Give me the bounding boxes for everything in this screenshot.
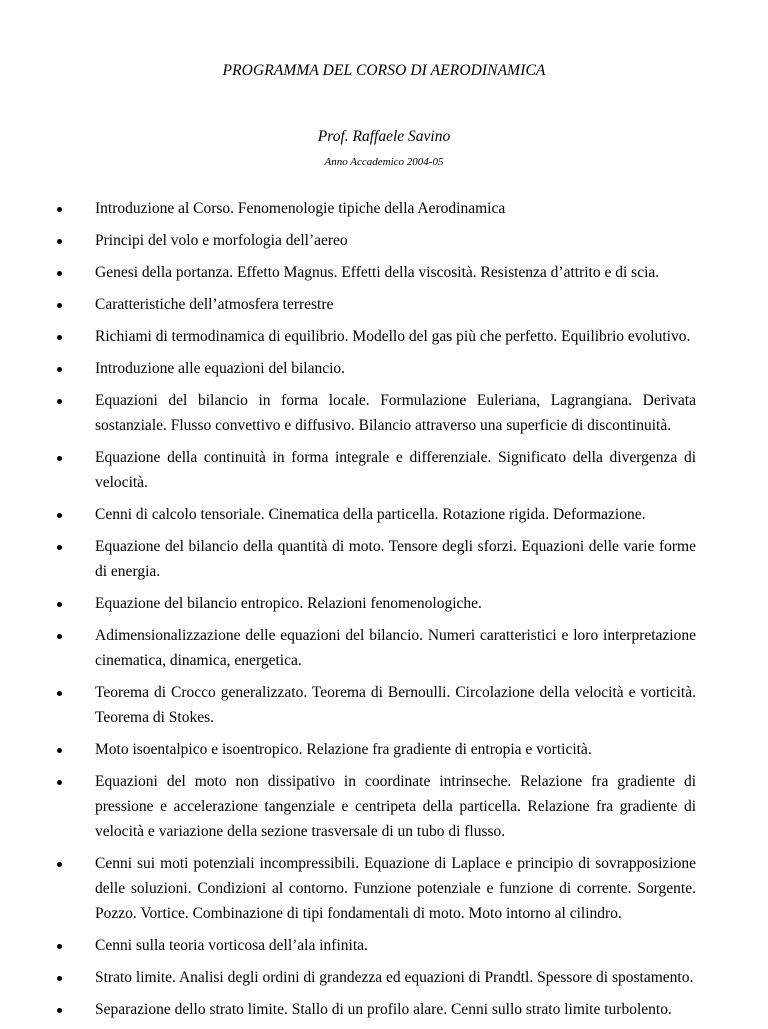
- topic-text: Separazione dello strato limite. Stallo di un profilo alare. Cenni sullo strato limite turbolento.: [95, 1001, 672, 1018]
- list-item: [48, 356, 696, 381]
- topic-text: Introduzione al Corso. Fenomenologie tipiche della Aerodinamica: [95, 200, 506, 217]
- bullet-icon: [57, 367, 62, 372]
- bullet-icon: [57, 634, 62, 639]
- list-item: [48, 196, 696, 221]
- list-item: [48, 502, 696, 527]
- topic-text: Principi del volo e morfologia dell’aereo: [95, 232, 348, 249]
- topic-text: Adimensionalizzazione delle equazioni del bilancio. Numeri caratteristici e loro interpretazione cinematica, dinamica, energetica.: [95, 627, 696, 669]
- list-item: [48, 680, 696, 730]
- bullet-icon: [57, 691, 62, 696]
- list-item: [48, 965, 696, 990]
- list-item: [48, 445, 696, 495]
- professor-name: Prof. Raffaele Savino: [317, 128, 451, 145]
- bullet-icon: [57, 602, 62, 607]
- topic-text: Moto isoentalpico e isoentropico. Relazione fra gradiente di entropia e vorticità.: [95, 741, 592, 758]
- bullet-icon: [57, 545, 62, 550]
- topic-text: Richiami di termodinamica di equilibrio. Modello del gas più che perfetto. Equilibrio evolutivo.: [95, 328, 691, 345]
- topic-text: Introduzione alle equazioni del bilancio.: [95, 360, 346, 377]
- topic-text: Caratteristiche dell’atmosfera terrestre: [95, 296, 334, 313]
- bullet-icon: [57, 303, 62, 308]
- list-item: [48, 591, 696, 616]
- topic-text: Equazione del bilancio entropico. Relazioni fenomenologiche.: [95, 595, 482, 612]
- topic-text: Cenni sulla teoria vorticosa dell’ala infinita.: [95, 937, 368, 954]
- bullet-icon: [57, 780, 62, 785]
- list-item: [48, 324, 696, 349]
- list-item: [48, 292, 696, 317]
- topic-text: Teorema di Crocco generalizzato. Teorema di Bernoulli. Circolazione della velocità e vorticità. Teorema di Stokes.: [95, 684, 696, 726]
- list-item: [48, 623, 696, 673]
- list-item: [48, 933, 696, 958]
- list-item: [48, 228, 696, 253]
- topic-text: Equazioni del moto non dissipativo in coordinate intrinseche. Relazione fra gradiente di pressione e accelerazione tangenziale e centripeta della particella. Relazione fra gradiente di velocità e variazione della sezione trasversale di un tubo di flusso.: [95, 773, 696, 840]
- bullet-icon: [57, 1008, 62, 1013]
- topic-text: Cenni sui moti potenziali incompressibili. Equazione di Laplace e principio di sovrapposizione delle soluzioni. Condizioni al contorno. Funzione potenziale e funzione di corrente. Sorgente. Pozzo. Vortice. Combinazione di tipi fondamentali di moto. Moto intorno al cilindro.: [95, 855, 696, 922]
- document-title: PROGRAMMA DEL CORSO DI AERODINAMICA: [222, 62, 546, 79]
- list-item: [48, 769, 696, 844]
- topic-text: Equazioni del bilancio in forma locale. Formulazione Euleriana, Lagrangiana. Derivata sostanziale. Flusso convettivo e diffusivo. Bilancio attraverso una superficie di discontinuità.: [95, 392, 696, 434]
- bullet-icon: [57, 513, 62, 518]
- list-item: [48, 534, 696, 584]
- list-item: [48, 997, 696, 1022]
- bullet-icon: [57, 239, 62, 244]
- academic-year: Anno Accademico 2004-05: [324, 156, 444, 168]
- topic-text: Strato limite. Analisi degli ordini di grandezza ed equazioni di Prandtl. Spessore di spostamento.: [95, 969, 694, 986]
- bullet-icon: [57, 748, 62, 753]
- topic-list: [48, 196, 696, 1029]
- bullet-icon: [57, 976, 62, 981]
- topic-text: Equazione della continuità in forma integrale e differenziale. Significato della divergenza di velocità.: [95, 449, 696, 491]
- bullet-icon: [57, 271, 62, 276]
- list-item: [48, 388, 696, 438]
- list-item: [48, 737, 696, 762]
- bullet-icon: [57, 862, 62, 867]
- list-item: [48, 260, 696, 285]
- bullet-icon: [57, 207, 62, 212]
- topic-text: Equazione del bilancio della quantità di moto. Tensore degli sforzi. Equazioni delle varie forme di energia.: [95, 538, 696, 580]
- bullet-icon: [57, 944, 62, 949]
- topic-text: Genesi della portanza. Effetto Magnus. Effetti della viscosità. Resistenza d’attrito e di scia.: [95, 264, 660, 281]
- bullet-icon: [57, 456, 62, 461]
- topic-text: Cenni di calcolo tensoriale. Cinematica della particella. Rotazione rigida. Deformazione.: [95, 506, 646, 523]
- bullet-icon: [57, 399, 62, 404]
- bullet-icon: [57, 335, 62, 340]
- list-item: [48, 851, 696, 926]
